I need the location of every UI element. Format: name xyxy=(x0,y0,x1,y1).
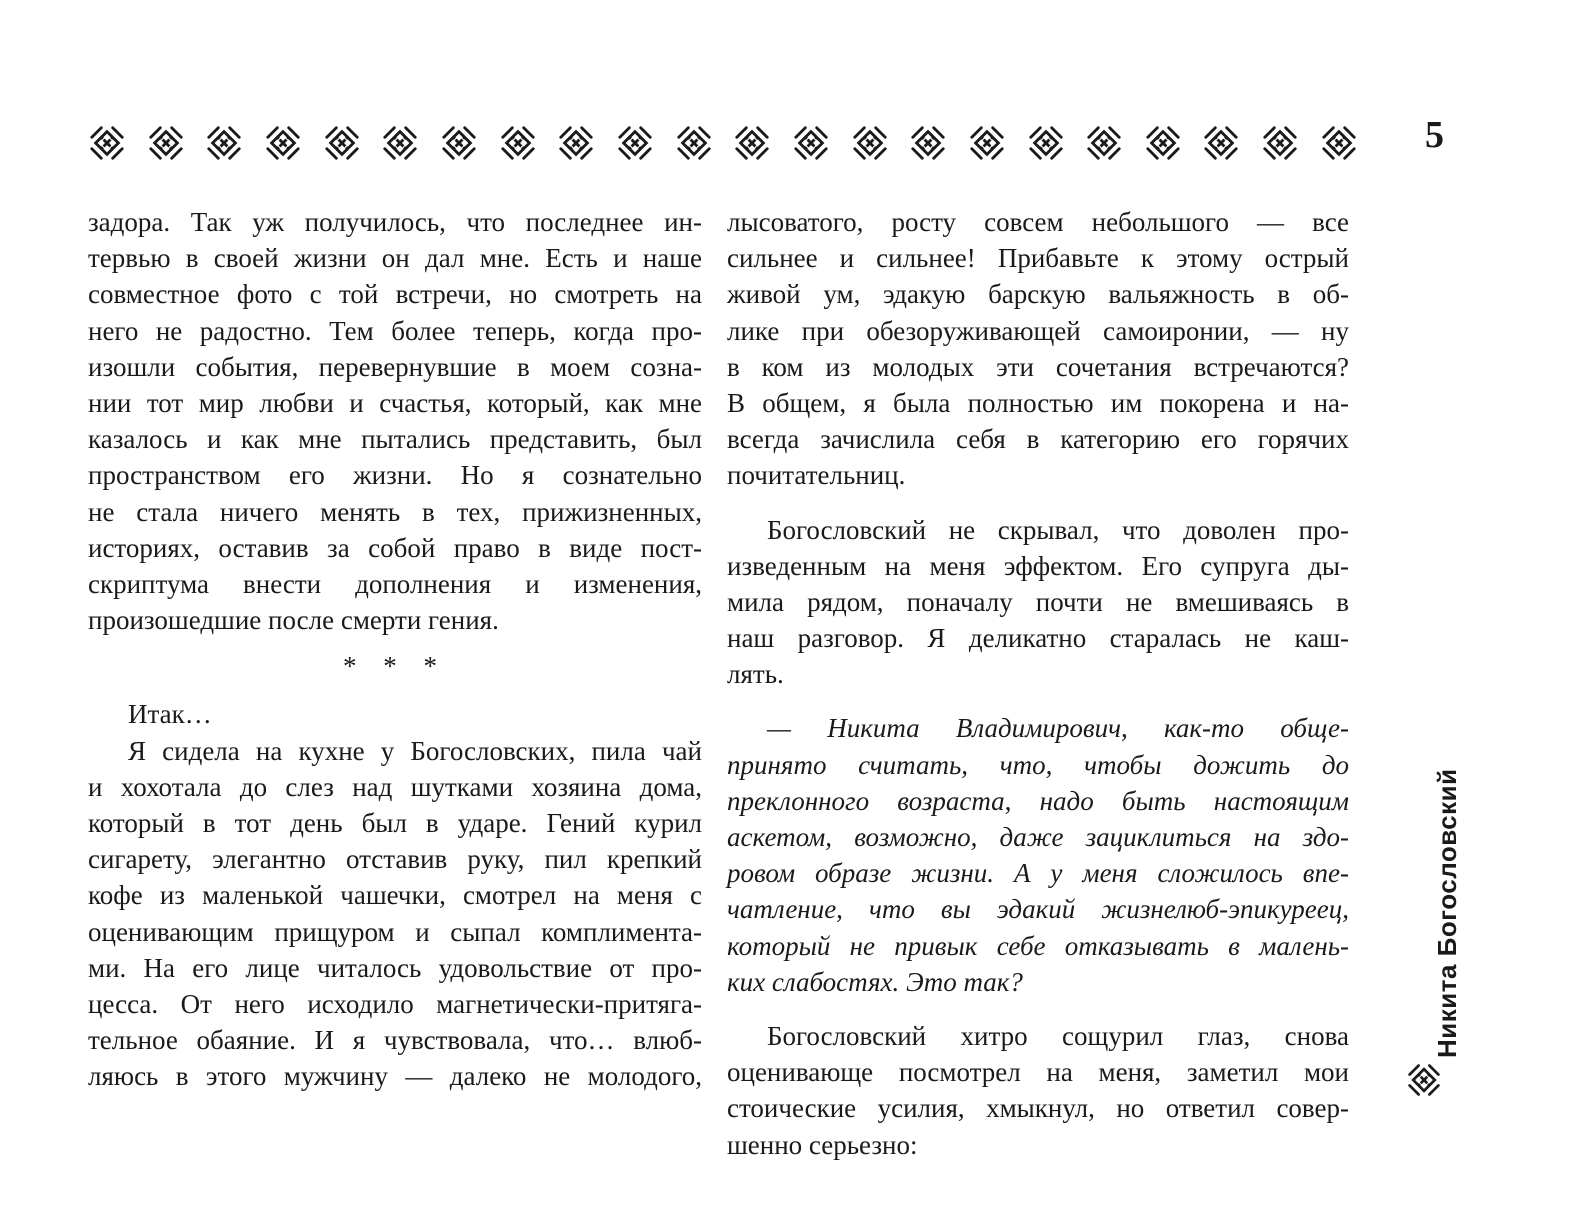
paragraph-line: скриптума внести дополнения и изменения, xyxy=(88,568,702,599)
paragraph xyxy=(88,733,702,1095)
celtic-knot-icon xyxy=(440,124,478,162)
paragraph-line: стоические усилия, хмыкнул, но ответил совер- xyxy=(727,1093,1349,1124)
paragraph-line: Я сидела на кухне у Богословских, пила чай xyxy=(128,735,702,766)
celtic-knot-icon xyxy=(147,124,185,162)
celtic-knot-icon xyxy=(323,124,361,162)
paragraph xyxy=(727,204,1349,494)
celtic-knot-icon xyxy=(1085,124,1123,162)
celtic-knot-icon xyxy=(205,124,243,162)
paragraph-line: преклонного возраста, надо быть настоящим xyxy=(727,785,1349,816)
paragraph-line: кофе из маленькой чашечки, смотрел на меня с xyxy=(88,880,702,911)
paragraph-line: принято считать, что, чтобы дожить до xyxy=(727,749,1349,780)
right-column xyxy=(727,204,1349,1163)
paragraph-line: лике при обезоруживающей самоиронии, — ну xyxy=(727,315,1349,346)
celtic-knot-icon xyxy=(88,124,126,162)
paragraph-line: Богословский хитро сощурил глаз, снова xyxy=(767,1020,1349,1051)
paragraph-line: сигарету, элегантно отставив руку, пил крепкий xyxy=(88,844,702,875)
paragraph-line: ких слабостях. Это так? xyxy=(727,966,1023,997)
paragraph-line: шенно серьезно: xyxy=(727,1129,918,1160)
paragraph-line: тельное обаяние. И я чувствовала, что… влюб- xyxy=(88,1025,702,1056)
paragraph-line: почитательниц. xyxy=(727,460,906,491)
paragraph-line: в ком из молодых эти сочетания встречаются? xyxy=(727,351,1349,382)
paragraph-line: и хохотала до слез над шутками хозяина дома, xyxy=(88,771,702,802)
celtic-knot-icon xyxy=(557,124,595,162)
running-title: Никита Богословский xyxy=(1432,768,1462,1058)
paragraph-line: тервью в своей жизни он дал мне. Есть и наше xyxy=(88,243,702,274)
celtic-knot-icon xyxy=(675,124,713,162)
paragraph-line: аскетом, возможно, даже зациклиться на здо- xyxy=(727,822,1349,852)
page-number: 5 xyxy=(1425,114,1444,156)
paragraph-line: ровом образе жизни. А у меня сложилось впе- xyxy=(727,858,1349,889)
paragraph-line: оценивающим прищуром и сыпал комплимента- xyxy=(88,916,702,947)
paragraph-line: Итак… xyxy=(128,699,212,730)
celtic-knot-icon xyxy=(1027,124,1065,162)
celtic-knot-icon xyxy=(968,124,1006,162)
paragraph-line: В общем, я была полностью им покорена и на- xyxy=(727,387,1349,418)
paragraph-line: него не радостно. Тем более теперь, когда про- xyxy=(88,315,702,346)
celtic-knot-icon xyxy=(381,124,419,162)
celtic-knot-icon xyxy=(1406,1062,1442,1098)
left-column xyxy=(88,204,702,1095)
paragraph xyxy=(88,204,702,638)
paragraph-line: совместное фото с той встречи, но смотреть на xyxy=(88,279,702,310)
section-separator: * * * xyxy=(343,651,447,682)
paragraph-line: Богословский не скрывал, что доволен про- xyxy=(767,514,1349,545)
celtic-knot-icon xyxy=(1144,124,1182,162)
paragraph-line: пространством его жизни. Но я сознательно xyxy=(88,460,702,491)
celtic-knot-icon xyxy=(909,124,947,162)
paragraph-line: всегда зачислила себя в категорию его горячих xyxy=(727,424,1349,455)
paragraph-line: казалось и как мне пытались представить, был xyxy=(88,424,702,455)
paragraph-line: наш разговор. Я деликатно старалась не каш- xyxy=(727,623,1349,654)
celtic-knot-icon xyxy=(1261,124,1299,162)
celtic-knot-icon xyxy=(616,124,654,162)
celtic-knot-icon xyxy=(1320,124,1358,162)
paragraph-line: оценивающе посмотрел на меня, заметил мои xyxy=(727,1057,1349,1088)
paragraph-line: чатление, что вы эдакий жизнелюб-эпикуреец, xyxy=(727,894,1349,925)
paragraph-line: изведенным на меня эффектом. Его супруга ды- xyxy=(727,550,1349,581)
paragraph-line: изошли события, перевернувшие в моем созна- xyxy=(88,351,702,382)
paragraph-line: мила рядом, поначалу почти не вмешиваясь в xyxy=(727,586,1349,617)
paragraph-line: который в тот день был в ударе. Гений курил xyxy=(88,808,702,838)
interview-question xyxy=(727,710,1349,1000)
celtic-knot-icon xyxy=(1202,124,1240,162)
paragraph-line: сильнее и сильнее! Прибавьте к этому острый xyxy=(727,243,1349,274)
paragraph-line: который не привык себе отказывать в малень- xyxy=(727,930,1349,961)
paragraph-line: нии тот мир любви и счастья, который, как мне xyxy=(88,387,702,418)
paragraph-line: лять. xyxy=(727,659,784,690)
paragraph-line: не стала ничего менять в тех, прижизненных, xyxy=(88,496,702,527)
paragraph-line: живой ум, эдакую барскую вальяжность в об- xyxy=(727,279,1349,310)
paragraph-line: ляюсь в этого мужчину — далеко не молодого, xyxy=(88,1061,702,1092)
paragraph-line: произошедшие после смерти гения. xyxy=(88,605,499,636)
paragraph-line: ми. На его лице читалось удовольствие от про- xyxy=(88,952,702,983)
paragraph-line: цесса. От него исходило магнетически-притяга- xyxy=(88,988,702,1019)
paragraph-line: задора. Так уж получилось, что последнее ин- xyxy=(88,207,702,237)
celtic-knot-icon xyxy=(733,124,771,162)
paragraph xyxy=(727,512,1349,693)
paragraph-line: историях, оставив за собой право в виде пост- xyxy=(88,532,702,563)
celtic-knot-icon xyxy=(499,124,537,162)
paragraph-line: — Никита Владимирович, как-то обще- xyxy=(767,713,1349,744)
header-ornament-row xyxy=(88,118,1358,168)
celtic-knot-icon xyxy=(851,124,889,162)
celtic-knot-icon xyxy=(264,124,302,162)
celtic-knot-icon xyxy=(792,124,830,162)
paragraph xyxy=(727,1018,1349,1163)
paragraph-line: лысоватого, росту совсем небольшого — все xyxy=(727,207,1349,237)
